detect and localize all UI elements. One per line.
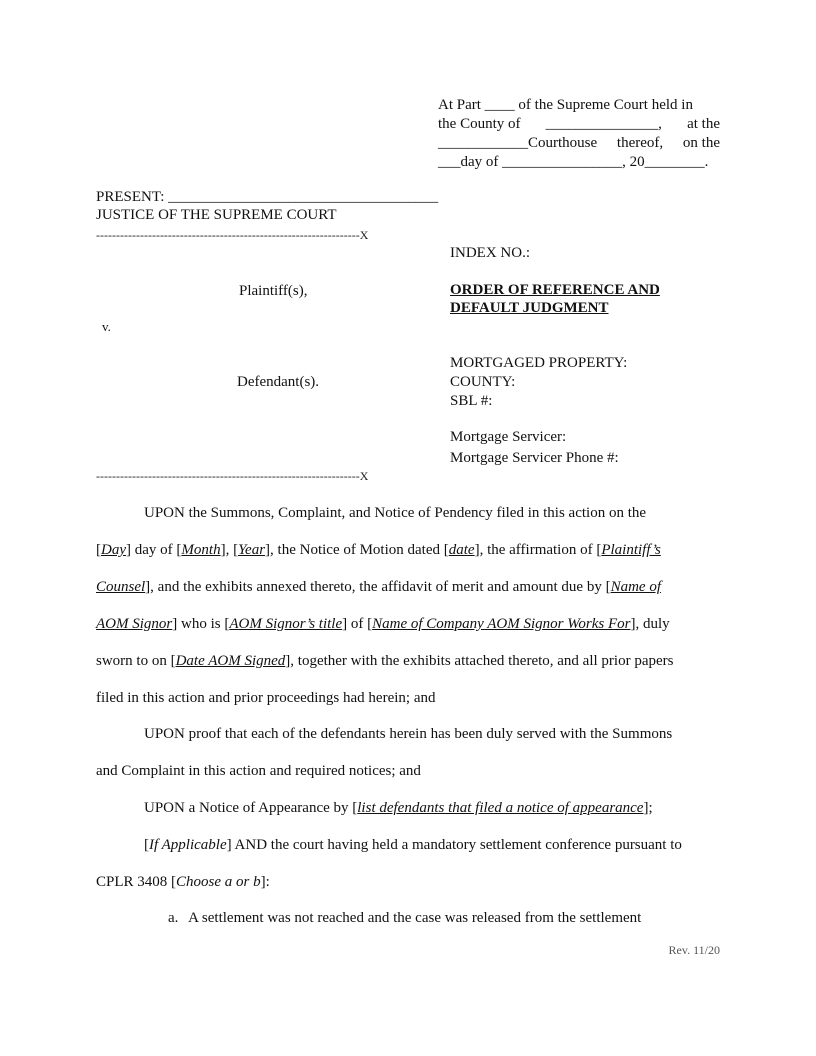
present-line: PRESENT: ____________________________________ xyxy=(96,189,439,205)
servicer-label: Mortgage Servicer: xyxy=(450,429,567,445)
if-applicable: If Applicable xyxy=(149,837,227,853)
p1-line-5: sworn to on [Date AOM Signed], together with the exhibits attached thereto, and all prior papers xyxy=(96,653,674,669)
field-year[interactable]: Year xyxy=(238,542,266,558)
p4-line-1: [If Applicable] AND the court having held a mandatory settlement conference pursuant to xyxy=(144,837,682,853)
field-company[interactable]: Name of Company AOM Signor Works For xyxy=(372,616,631,632)
versus: v. xyxy=(102,319,111,334)
justice-line: JUSTICE OF THE SUPREME COURT xyxy=(96,207,337,223)
p1-line-3: Counsel], and the exhibits annexed thereto, the affidavit of merit and amount due by [Name of xyxy=(96,579,662,595)
order-title-2: DEFAULT JUDGMENT xyxy=(450,300,609,316)
sbl-label: SBL #: xyxy=(450,393,493,409)
field-name-of[interactable]: Name of xyxy=(610,579,662,595)
field-date[interactable]: date xyxy=(448,542,475,558)
separator-bottom: ------------------------------------------------------------------X xyxy=(96,469,369,483)
p1-line-4: AOM Signor] who is [AOM Signor’s title] of [Name of Company AOM Signor Works For], duly xyxy=(96,616,670,632)
p2-line-2: and Complaint in this action and required notices; and xyxy=(96,763,421,779)
field-counsel[interactable]: Counsel xyxy=(96,579,146,595)
p1-line-1: UPON the Summons, Complaint, and Notice of Pendency filed in this action on the xyxy=(144,505,647,521)
caption-line-4: ___day of ________________, 20________. xyxy=(438,154,709,170)
item-a xyxy=(168,910,641,927)
field-day[interactable]: Day xyxy=(101,542,126,558)
field-defendants-list[interactable]: list defendants that filed a notice of appearance xyxy=(357,800,644,816)
caption-line-2: the County of _______________, at the xyxy=(438,116,720,132)
item-a-text: A settlement was not reached and the case was released from the settlement xyxy=(188,910,642,926)
field-month[interactable]: Month xyxy=(181,542,221,558)
p3-line-1: UPON a Notice of Appearance by [list defendants that filed a notice of appearance]; xyxy=(144,800,653,816)
servicer-phone-label: Mortgage Servicer Phone #: xyxy=(450,450,619,466)
field-date-signed[interactable]: Date AOM Signed xyxy=(175,653,286,669)
caption-line-1: At Part ____ of the Supreme Court held in xyxy=(438,97,693,113)
order-title-1: ORDER OF REFERENCE AND xyxy=(450,282,660,298)
p1-line-6: filed in this action and prior proceedings had herein; and xyxy=(96,690,436,706)
p1-line-2: [Day] day of [Month], [Year], the Notice of Motion dated [date], the affirmation of [Plaintiff’s xyxy=(96,542,661,558)
revision-footer: Rev. 11/20 xyxy=(668,943,720,957)
plaintiff-label: Plaintiff(s), xyxy=(239,283,308,299)
county-label: COUNTY: xyxy=(450,374,516,390)
separator-top: ------------------------------------------------------------------X xyxy=(96,228,369,242)
item-a-marker: a. xyxy=(168,910,179,926)
mortgaged-property: MORTGAGED PROPERTY: xyxy=(450,355,628,371)
choose-a-or-b: Choose a or b xyxy=(176,874,261,890)
index-no: INDEX NO.: xyxy=(450,245,530,261)
field-aom-title[interactable]: AOM Signor’s title xyxy=(229,616,343,632)
caption-block xyxy=(438,96,720,172)
defendant-label: Defendant(s). xyxy=(237,374,320,390)
caption-line-3: ____________Courthouse thereof, on the xyxy=(438,135,720,151)
field-aom-signor[interactable]: AOM Signor xyxy=(96,616,173,632)
p2-line-1: UPON proof that each of the defendants herein has been duly served with the Summons xyxy=(144,726,673,742)
p4-line-2: CPLR 3408 [Choose a or b]: xyxy=(96,874,270,890)
field-plaintiffs[interactable]: Plaintiff’s xyxy=(601,542,661,558)
